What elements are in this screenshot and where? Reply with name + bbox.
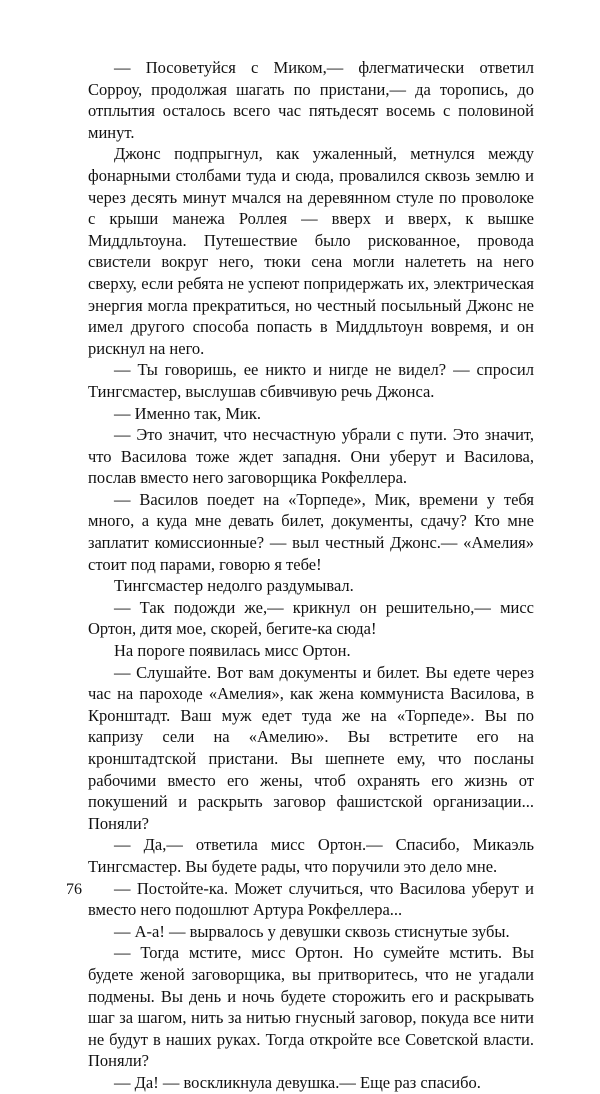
paragraph: — Именно так, Мик. — [114, 403, 261, 423]
paragraph: — Василов поедет на «Торпеде», Мик, времени у тебя много, а куда мне девать билет, документы, сдачу? Кто мне заплатит комиссионные? — выл честный Джонс.— «Амелия» стоит под парами, говорю я тебе! — [88, 489, 534, 574]
paragraph: Джонс подпрыгнул, как ужаленный, метнулся между фонарными столбами туда и сюда, провалился сквозь землю и через десять минут мчался на деревянном стуле по проволоке с крыши манежа Роллея — вверх и вверх, к вышке Миддльтоуна. Путешествие было рискованное, провода свистели вокруг него, тюки сена могли налететь на него сверху, если ребята не успеют попридержать их, электрическая энергия могла прекратиться, но честный посыльный Джонс не имел другого способа попасть в Миддльтоун вовремя, и он рискнул на него. — [88, 144, 534, 358]
paragraph: — Посоветуйся с Миком,— флегматически ответил Сорроу, продолжая шагать по пристани,— да торопись, до отплытия осталось всего час пятьдесят восемь с половиной минут. — [88, 58, 534, 142]
paragraph: — Постойте-ка. Может случиться, что Василова уберут и вместо него подошлют Артура Рокфеллера... — [88, 878, 534, 920]
paragraph: — Это значит, что несчастную убрали с пути. Это значит, что Василова тоже ждет западня. Они уберут и Василова, послав вместо него заговорщика Рокфеллера. — [88, 425, 534, 488]
page-number: 76 — [66, 881, 82, 898]
paragraph: — Да! — воскликнула девушка.— Еще раз спасибо. — [114, 1072, 481, 1092]
paragraph: — А-а! — вырвалось у девушки сквозь стиснутые зубы. — [114, 921, 510, 941]
paragraph: — Так подожди же,— крикнул он решительно,— мисс Ортон, дитя мое, скорей, бегите-ка сюда! — [88, 597, 534, 639]
paragraph: — Слушайте. Вот вам документы и билет. Вы едете через час на пароходе «Амелия», как жена коммуниста Василова, в Кронштадт. Ваш муж едет туда же на «Торпеде». Вы по капризу сели на «Амелию». Вы встретите его на кронштадтской пристани. Вы шепнете ему, что посланы рабочими вместо его жены, чтоб охранять его жизнь от покушений и раскрыть заговор фашистской организации... Поняли? — [88, 662, 534, 833]
page-text — [88, 57, 534, 1094]
paragraph: — Да,— ответила мисс Ортон.— Спасибо, Микаэль Тингсмастер. Вы будете рады, что поручили это дело мне. — [88, 835, 534, 876]
paragraph: — Тогда мстите, мисс Ортон. Но сумейте мстить. Вы будете женой заговорщика, вы притворитесь, что не угадали подмены. Вы день и ночь будете сторожить его и раскрывать шаг за шагом, нить за нитью гнусный заговор, покуда все нити не будут в наших руках. Тогда откройте все Советской власти. Поняли? — [88, 943, 534, 1071]
paragraph: На пороге появилась мисс Ортон. — [114, 641, 351, 661]
paragraph: Тингсмастер недолго раздумывал. — [114, 576, 354, 596]
paragraph: — Ты говоришь, ее никто и нигде не видел? — спросил Тингсмастер, выслушав сбивчивую речь Джонса. — [88, 360, 534, 401]
